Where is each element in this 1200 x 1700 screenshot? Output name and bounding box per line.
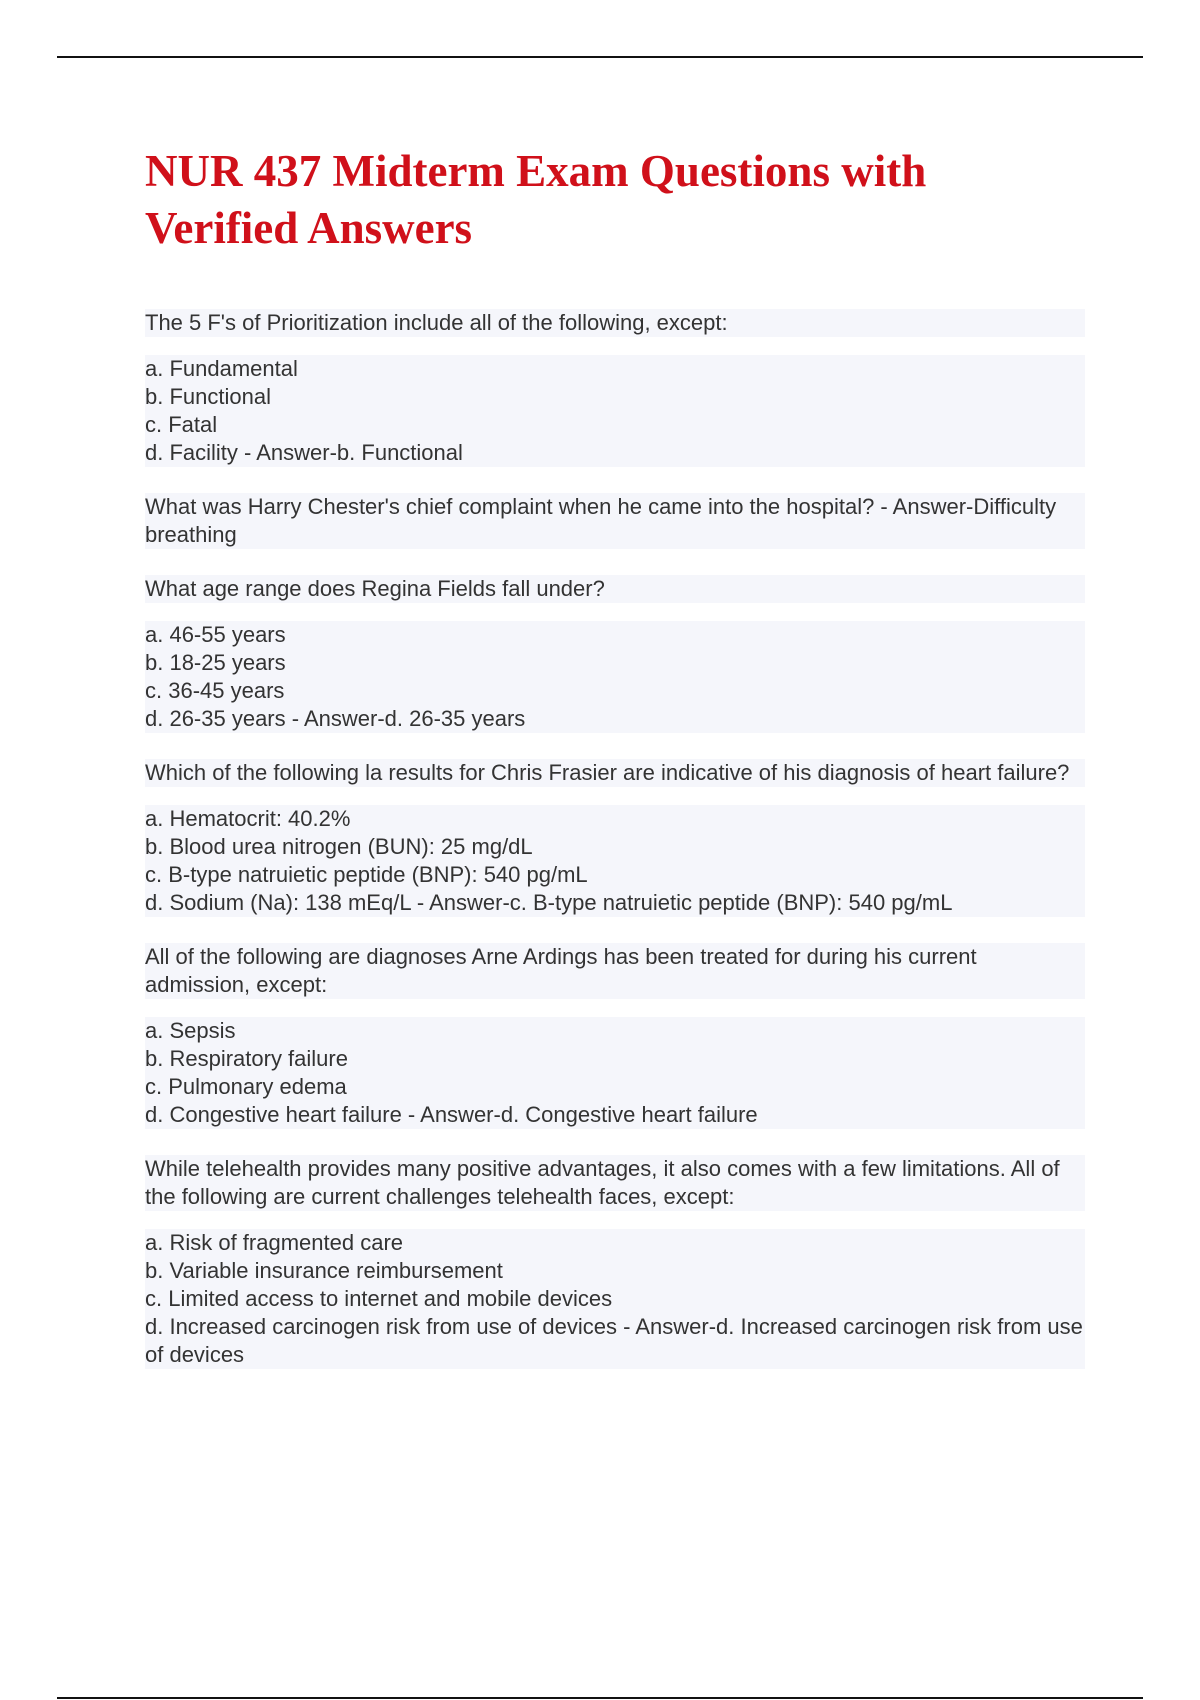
- options-list: [145, 1229, 1085, 1369]
- question-block: [145, 943, 1085, 1129]
- title-line-2: Verified Answers: [145, 203, 473, 253]
- option-item: d. Facility - Answer-b. Functional: [145, 439, 1085, 467]
- option-item: b. Functional: [145, 383, 1085, 411]
- question-text: What was Harry Chester's chief complaint when he came into the hospital? - Answer-Difficulty breathing: [145, 493, 1085, 549]
- question-block: [145, 1155, 1085, 1369]
- question-text: While telehealth provides many positive advantages, it also comes with a few limitations. All of the following are current challenges telehealth faces, except:: [145, 1155, 1085, 1211]
- document-title: [145, 143, 1085, 257]
- option-item: d. 26-35 years - Answer-d. 26-35 years: [145, 705, 1085, 733]
- option-item: d. Congestive heart failure - Answer-d. Congestive heart failure: [145, 1101, 1085, 1129]
- option-item: a. Hematocrit: 40.2%: [145, 805, 1085, 833]
- question-block: [145, 309, 1085, 467]
- option-item: c. Fatal: [145, 411, 1085, 439]
- question-block: [145, 759, 1085, 917]
- bottom-rule: [57, 1697, 1143, 1699]
- option-item: c. Pulmonary edema: [145, 1073, 1085, 1101]
- top-rule: [57, 56, 1143, 58]
- option-item: a. Risk of fragmented care: [145, 1229, 1085, 1257]
- question-block: [145, 493, 1085, 549]
- options-list: [145, 805, 1085, 917]
- options-list: [145, 621, 1085, 733]
- option-item: a. 46-55 years: [145, 621, 1085, 649]
- option-item: b. Respiratory failure: [145, 1045, 1085, 1073]
- options-list: [145, 1017, 1085, 1129]
- option-item: a. Sepsis: [145, 1017, 1085, 1045]
- option-item: b. Variable insurance reimbursement: [145, 1257, 1085, 1285]
- option-item: c. B-type natruietic peptide (BNP): 540 pg/mL: [145, 861, 1085, 889]
- question-text: What age range does Regina Fields fall under?: [145, 575, 1085, 603]
- title-line-1: NUR 437 Midterm Exam Questions with: [145, 146, 927, 196]
- option-item: a. Fundamental: [145, 355, 1085, 383]
- question-text: All of the following are diagnoses Arne Ardings has been treated for during his current admission, except:: [145, 943, 1085, 999]
- option-item: d. Increased carcinogen risk from use of devices - Answer-d. Increased carcinogen risk from use of devices: [145, 1313, 1085, 1369]
- question-block: [145, 575, 1085, 733]
- option-item: b. Blood urea nitrogen (BUN): 25 mg/dL: [145, 833, 1085, 861]
- question-text: The 5 F's of Prioritization include all of the following, except:: [145, 309, 1085, 337]
- options-list: [145, 355, 1085, 467]
- option-item: c. Limited access to internet and mobile devices: [145, 1285, 1085, 1313]
- question-text: Which of the following la results for Chris Frasier are indicative of his diagnosis of heart failure?: [145, 759, 1085, 787]
- option-item: d. Sodium (Na): 138 mEq/L - Answer-c. B-type natruietic peptide (BNP): 540 pg/mL: [145, 889, 1085, 917]
- document-body: [145, 143, 1085, 1395]
- option-item: b. 18-25 years: [145, 649, 1085, 677]
- option-item: c. 36-45 years: [145, 677, 1085, 705]
